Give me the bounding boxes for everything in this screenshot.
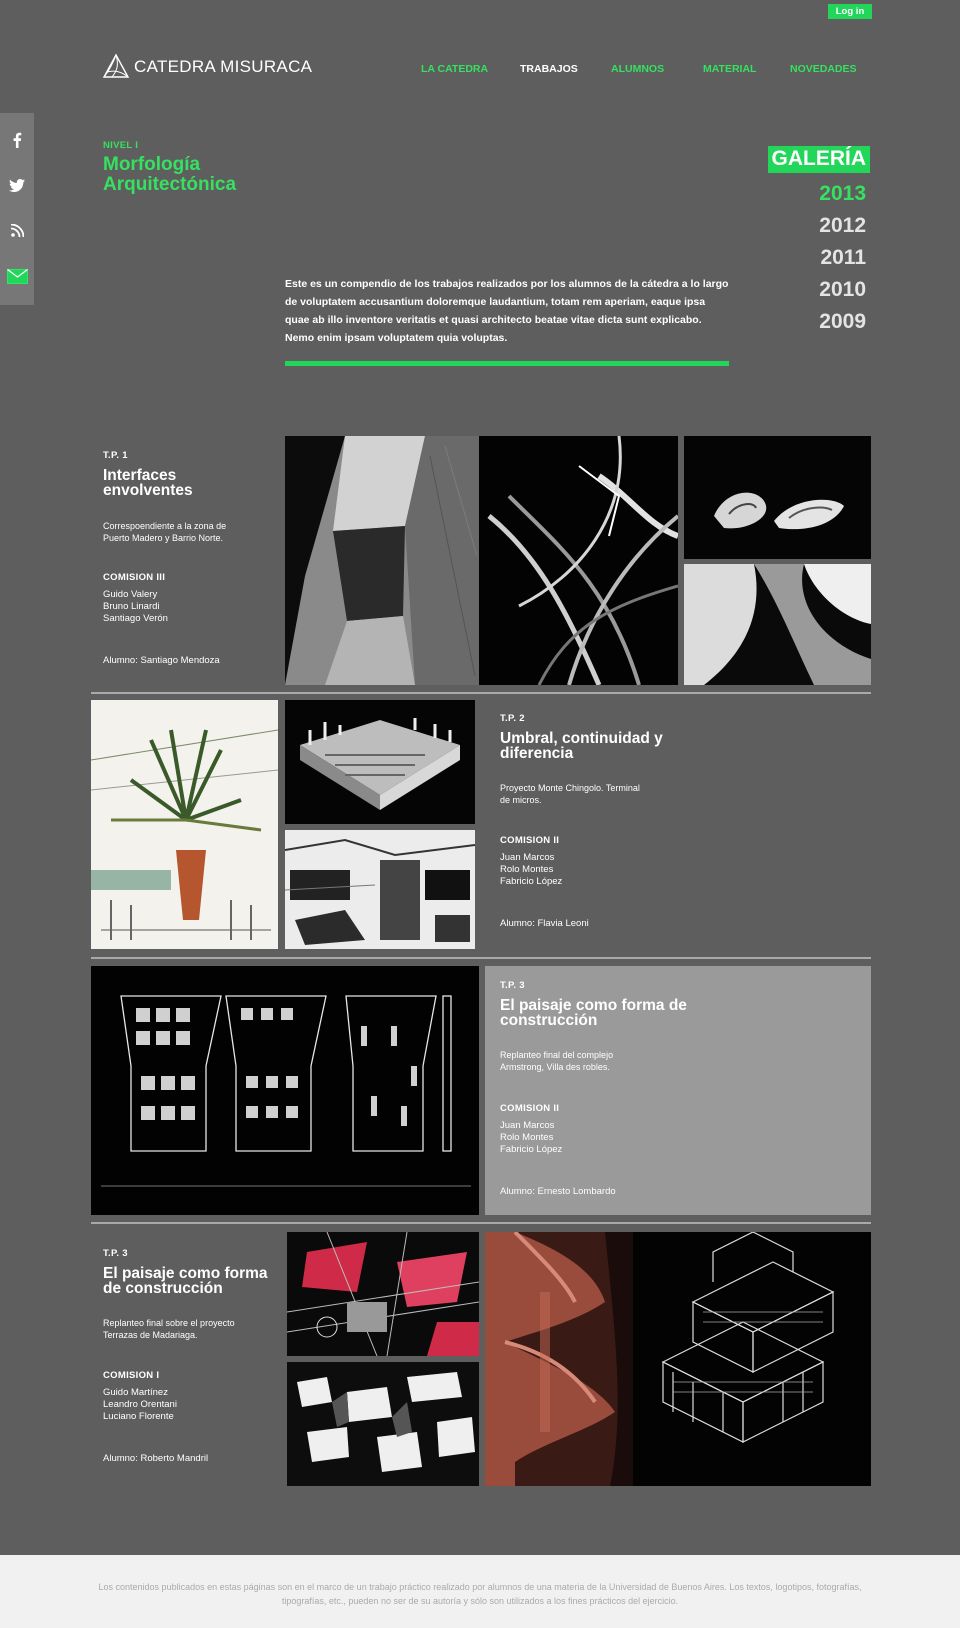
member: Santiago Verón xyxy=(103,613,168,624)
year-2012[interactable]: 2012 xyxy=(819,214,866,237)
work-image[interactable] xyxy=(287,1362,479,1486)
year-2011[interactable]: 2011 xyxy=(820,246,866,269)
member: Fabricio López xyxy=(500,876,563,887)
work-members xyxy=(103,589,168,625)
member: Juan Marcos xyxy=(500,852,555,863)
nav-trabajos[interactable]: TRABAJOS xyxy=(520,63,578,75)
member: Luciano Florente xyxy=(103,1411,174,1422)
work-image[interactable] xyxy=(684,436,871,559)
logo-text: CATEDRA MISURACA xyxy=(134,57,313,76)
work-title: El paisaje como forma de construcción xyxy=(103,1265,268,1297)
work-image[interactable] xyxy=(633,1232,871,1486)
work-members xyxy=(500,1120,562,1156)
logo-icon xyxy=(101,53,131,81)
work-description: Proyecto Monte Chingolo. Terminal de micros. xyxy=(500,783,640,805)
work-image[interactable] xyxy=(285,700,475,824)
work-image[interactable] xyxy=(285,436,479,685)
mail-icon[interactable] xyxy=(0,261,34,291)
footer xyxy=(0,1555,960,1628)
work-title: Interfaces envolventes xyxy=(103,467,193,499)
logo[interactable] xyxy=(101,53,312,81)
work-image[interactable] xyxy=(485,1232,633,1486)
year-2013[interactable]: 2013 xyxy=(819,182,866,205)
work-number: T.P. 2 xyxy=(500,713,525,724)
divider xyxy=(91,692,871,694)
work-commission: COMISION II xyxy=(500,835,560,846)
footer-disclaimer: Los contenidos publicados en estas páginas son en el marco de un trabajo práctico realizado por alumnos de una materia de la Universidad de Buenos Aires. Los textos, logotipos, fotografías, tipografías, etc., pueden no ser de su autoría y sólo son utilizados a los fines prácticos del ejercicio. xyxy=(98,1582,862,1606)
work-student: Alumno: Ernesto Lombardo xyxy=(500,1186,616,1197)
work-description: Replanteo final sobre el proyecto Terrazas de Madariaga. xyxy=(103,1318,235,1340)
member: Guido Valery xyxy=(103,589,158,600)
member: Juan Marcos xyxy=(500,1120,555,1131)
course-level: NIVEL I xyxy=(103,140,139,151)
nav-alumnos[interactable]: ALUMNOS xyxy=(611,63,665,75)
work-title: Umbral, continuidad y diferencia xyxy=(500,730,663,762)
member: Fabricio López xyxy=(500,1144,563,1155)
work-student: Alumno: Santiago Mendoza xyxy=(103,655,220,666)
twitter-icon[interactable] xyxy=(0,170,34,200)
work-members xyxy=(103,1387,177,1423)
work-number: T.P. 3 xyxy=(500,980,525,991)
member: Bruno Linardi xyxy=(103,601,160,612)
course-title: Morfología Arquitectónica xyxy=(103,154,237,195)
member: Rolo Montes xyxy=(500,1132,554,1143)
divider xyxy=(91,957,871,959)
year-2010[interactable]: 2010 xyxy=(819,278,866,301)
year-2009[interactable]: 2009 xyxy=(819,310,866,333)
nav-la-catedra[interactable]: LA CATEDRA xyxy=(421,63,489,75)
work-commission: COMISION I xyxy=(103,1370,160,1381)
gallery-label: GALERÍA xyxy=(768,146,871,173)
work-description: Replanteo final del complejo Armstrong, Villa des robles. xyxy=(500,1050,614,1072)
member: Guido Martínez xyxy=(103,1387,168,1398)
login-button[interactable]: Log in xyxy=(828,4,872,19)
work-title: El paisaje como forma de construcción xyxy=(500,997,687,1029)
work-student: Alumno: Flavia Leoni xyxy=(500,918,589,929)
work-members xyxy=(500,852,562,888)
divider xyxy=(91,1222,871,1224)
work-description: Correspoendiente a la zona de Puerto Madero y Barrio Norte. xyxy=(103,521,227,543)
rss-icon[interactable] xyxy=(0,215,34,245)
work-number: T.P. 3 xyxy=(103,1248,128,1259)
work-image[interactable] xyxy=(285,830,475,949)
intro-accent-bar xyxy=(285,361,729,366)
member: Leandro Orentani xyxy=(103,1399,177,1410)
work-student: Alumno: Roberto Mandril xyxy=(103,1453,209,1464)
nav-material[interactable]: MATERIAL xyxy=(703,63,757,75)
member: Rolo Montes xyxy=(500,864,554,875)
nav-novedades[interactable]: NOVEDADES xyxy=(790,63,857,75)
work-image[interactable] xyxy=(91,966,479,1215)
work-number: T.P. 1 xyxy=(103,450,128,461)
work-commission: COMISION III xyxy=(103,572,166,583)
work-image[interactable] xyxy=(684,564,871,685)
work-image[interactable] xyxy=(479,436,678,685)
intro-text: Este es un compendio de los trabajos realizados por los alumnos de la cátedra a lo largo de voluptatem accusantium doloremque laudantium, totam rem aperiam, eaque ipsa quae ab illo inventore veritatis et quasi architecto beatae vitae dicta sunt explicabo. Nemo enim ipsam voluptatem quia voluptas. xyxy=(285,278,729,344)
work-commission: COMISION II xyxy=(500,1103,560,1114)
facebook-icon[interactable] xyxy=(0,125,34,155)
work-image[interactable] xyxy=(91,700,278,949)
work-image[interactable] xyxy=(287,1232,479,1356)
social-sidebar xyxy=(0,113,34,305)
